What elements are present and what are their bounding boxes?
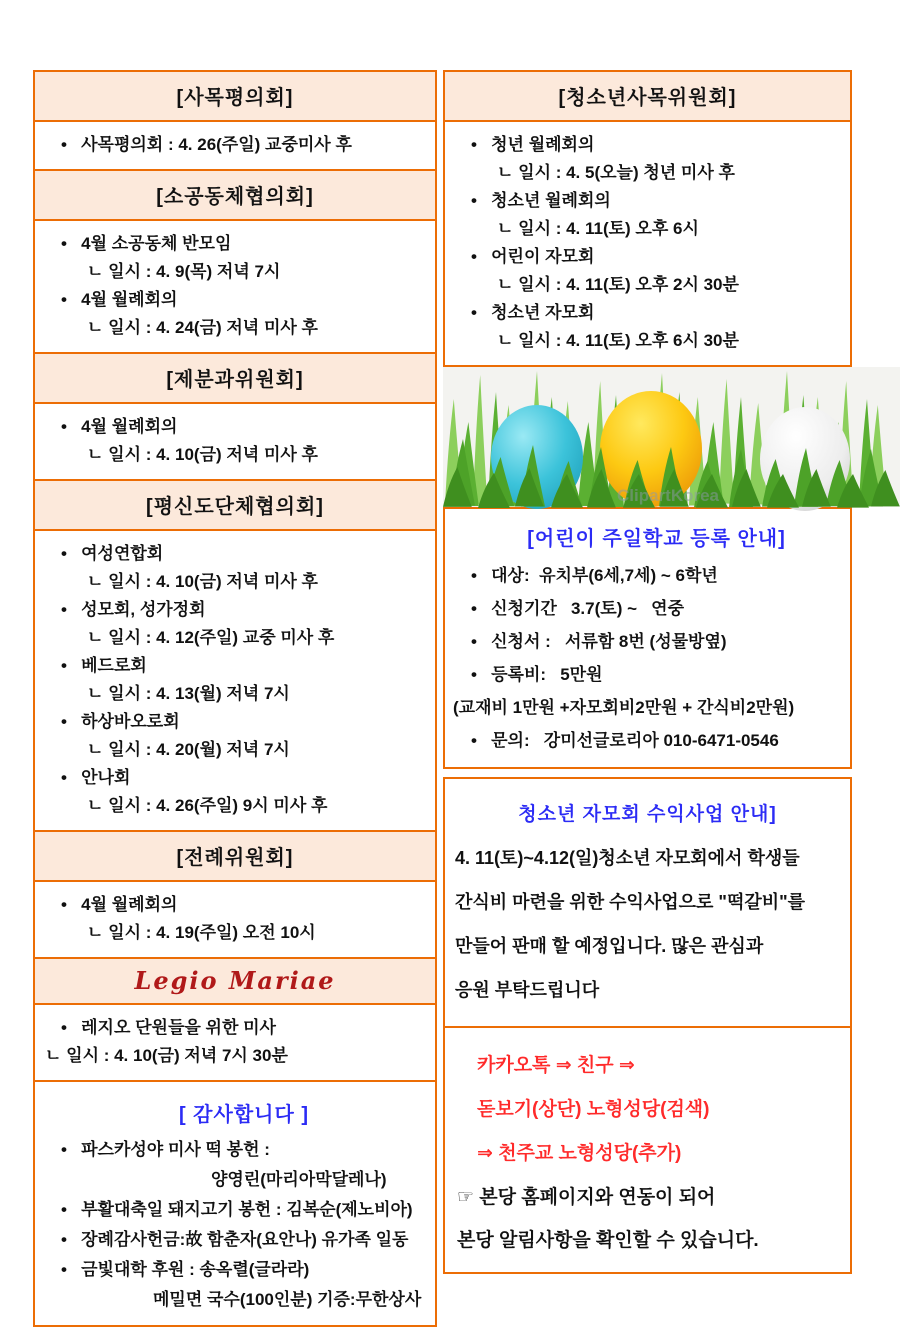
left-column-table bbox=[33, 70, 437, 1327]
paragraph-line: 간식비 마련을 위한 수익사업으로 "떡갈비"를 bbox=[455, 892, 806, 912]
bullet-line: • 청소년 월례회의 bbox=[471, 191, 611, 210]
section-body-lay-associations-council bbox=[35, 529, 435, 830]
right-column bbox=[443, 70, 852, 1274]
section-header-lay-associations-council: [평신도단체협의회] bbox=[35, 479, 435, 529]
easter-eggs-image bbox=[443, 367, 900, 507]
image-watermark: ClipartKorea bbox=[616, 486, 720, 505]
bullet-line: • 부활대축일 돼지고기 봉헌 : 김복순(제노비아) bbox=[61, 1200, 413, 1219]
fundraiser-box bbox=[443, 777, 852, 1028]
sub-line: ㄴ 일시 : 4. 10(금) 저녁 미사 후 bbox=[87, 572, 318, 591]
continuation-line: 양영린(마리아막달레나) bbox=[211, 1170, 387, 1189]
section-body-pastoral-council bbox=[35, 120, 435, 169]
thanks-title: [ 감사합니다 ] bbox=[178, 1104, 310, 1126]
kakao-step-line: 카카오톡 ⇒ 친구 ⇒ bbox=[477, 1055, 635, 1076]
section-body-small-community-council bbox=[35, 219, 435, 352]
fee-note-line: (교재비 1만원 +자모회비2만원 + 간식비2만원) bbox=[453, 698, 795, 717]
homepage-note-line: ☞ 본당 홈페이지와 연동이 되어 bbox=[457, 1187, 716, 1208]
bullet-line: • 여성연합회 bbox=[61, 544, 164, 563]
sub-line: ㄴ 일시 : 4. 20(월) 저녁 7시 bbox=[87, 740, 290, 759]
bullet-line: • 금빛대학 후원 : 송옥렬(글라라) bbox=[61, 1260, 310, 1279]
section-sunday-school-registration bbox=[445, 507, 850, 767]
bullet-line: • 베드로회 bbox=[61, 656, 147, 675]
easter-image-row bbox=[445, 365, 850, 507]
bullet-line: • 어린이 자모회 bbox=[471, 247, 595, 266]
homepage-note-line: 본당 알림사항을 확인할 수 있습니다. bbox=[457, 1230, 759, 1251]
kakaotalk-notice-box bbox=[443, 1026, 852, 1274]
youth-table bbox=[443, 70, 852, 769]
registration-title: [어린이 주일학교 등록 안내] bbox=[527, 528, 786, 550]
bullet-line: • 대상: 유치부(6세,7세) ~ 6학년 bbox=[471, 566, 718, 585]
paragraph-line: 만들어 판매 할 예정입니다. 많은 관심과 bbox=[455, 936, 764, 956]
bullet-line: • 신청서 : 서류함 8번 (성물방옆) bbox=[471, 632, 727, 651]
bullet-line: • 성모회, 성가정회 bbox=[61, 600, 206, 619]
sub-line: ㄴ 일시 : 4. 13(월) 저녁 7시 bbox=[87, 684, 290, 703]
section-body-legio-mariae bbox=[35, 1003, 435, 1080]
bullet-line: • 청년 월례회의 bbox=[471, 135, 595, 154]
section-body-liturgy-committee bbox=[35, 880, 435, 957]
bullet-line: • 하상바오로회 bbox=[61, 712, 180, 731]
bullet-line: • 4월 월례회의 bbox=[61, 895, 178, 914]
bullet-line: • 등록비: 5만원 bbox=[471, 665, 603, 684]
sub-line: ㄴ 일시 : 4. 24(금) 저녁 미사 후 bbox=[87, 318, 318, 337]
section-header-youth-ministry-committee: [청소년사목위원회] bbox=[445, 72, 850, 120]
sub-line: ㄴ 일시 : 4. 19(주일) 오전 10시 bbox=[87, 923, 316, 942]
bullet-line: • 4월 소공동체 반모임 bbox=[61, 234, 232, 253]
section-thanks bbox=[35, 1080, 435, 1325]
left-column bbox=[33, 70, 437, 1327]
bullet-line: • 4월 월례회의 bbox=[61, 290, 178, 309]
bullet-line: • 파스카성야 미사 떡 봉헌 : bbox=[61, 1140, 270, 1159]
section-header-small-community-council: [소공동체협의회] bbox=[35, 169, 435, 219]
fundraiser-title: 청소년 자모회 수익사업 안내] bbox=[518, 804, 777, 825]
bullet-line: • 신청기간 3.7(토) ~ 연중 bbox=[471, 599, 685, 618]
paragraph-line: 응원 부탁드립니다 bbox=[455, 980, 600, 1000]
kakao-step-line: 돋보기(상단) 노형성당(검색) bbox=[477, 1099, 710, 1120]
sub-line: ㄴ 일시 : 4. 10(금) 저녁 미사 후 bbox=[87, 445, 318, 464]
sub-line: ㄴ 일시 : 4. 10(금) 저녁 7시 30분 bbox=[45, 1046, 288, 1065]
continuation-line: 메밀면 국수(100인분) 기증:무한상사 bbox=[153, 1290, 422, 1309]
section-body-subcommittees bbox=[35, 402, 435, 479]
bullet-line: • 안나회 bbox=[61, 768, 131, 787]
sub-line: ㄴ 일시 : 4. 11(토) 오후 6시 bbox=[497, 219, 699, 238]
sub-line: ㄴ 일시 : 4. 5(오늘) 청년 미사 후 bbox=[497, 163, 735, 182]
paragraph-line: 4. 11(토)~4.12(일)청소년 자모회에서 학생들 bbox=[455, 848, 800, 868]
section-header-liturgy-committee: [전례위원회] bbox=[35, 830, 435, 880]
kakao-step-line: ⇒ 천주교 노형성당(추가) bbox=[477, 1143, 682, 1164]
section-header-legio-mariae: Legio Mariae bbox=[35, 957, 435, 1003]
sub-line: ㄴ 일시 : 4. 12(주일) 교중 미사 후 bbox=[87, 628, 335, 647]
sub-line: ㄴ 일시 : 4. 11(토) 오후 2시 30분 bbox=[497, 275, 739, 294]
bullet-line: • 사목평의회 : 4. 26(주일) 교중미사 후 bbox=[61, 135, 352, 154]
bullet-line: • 문의: 강미선글로리아 010-6471-0546 bbox=[471, 731, 779, 750]
bullet-line: • 청소년 자모회 bbox=[471, 303, 595, 322]
bullet-line: • 레지오 단원들을 위한 미사 bbox=[61, 1018, 276, 1037]
section-header-subcommittees: [제분과위원회] bbox=[35, 352, 435, 402]
section-body-youth-ministry-committee bbox=[445, 120, 850, 365]
section-header-pastoral-council: [사목평의회] bbox=[35, 72, 435, 120]
sub-line: ㄴ 일시 : 4. 11(토) 오후 6시 30분 bbox=[497, 331, 739, 350]
bullet-line: • 장례감사헌금:故 함춘자(요안나) 유가족 일동 bbox=[61, 1230, 409, 1249]
fundraiser-body bbox=[445, 832, 850, 1026]
bullet-line: • 4월 월례회의 bbox=[61, 417, 178, 436]
sub-line: ㄴ 일시 : 4. 26(주일) 9시 미사 후 bbox=[87, 796, 328, 815]
sub-line: ㄴ 일시 : 4. 9(목) 저녁 7시 bbox=[87, 262, 281, 281]
